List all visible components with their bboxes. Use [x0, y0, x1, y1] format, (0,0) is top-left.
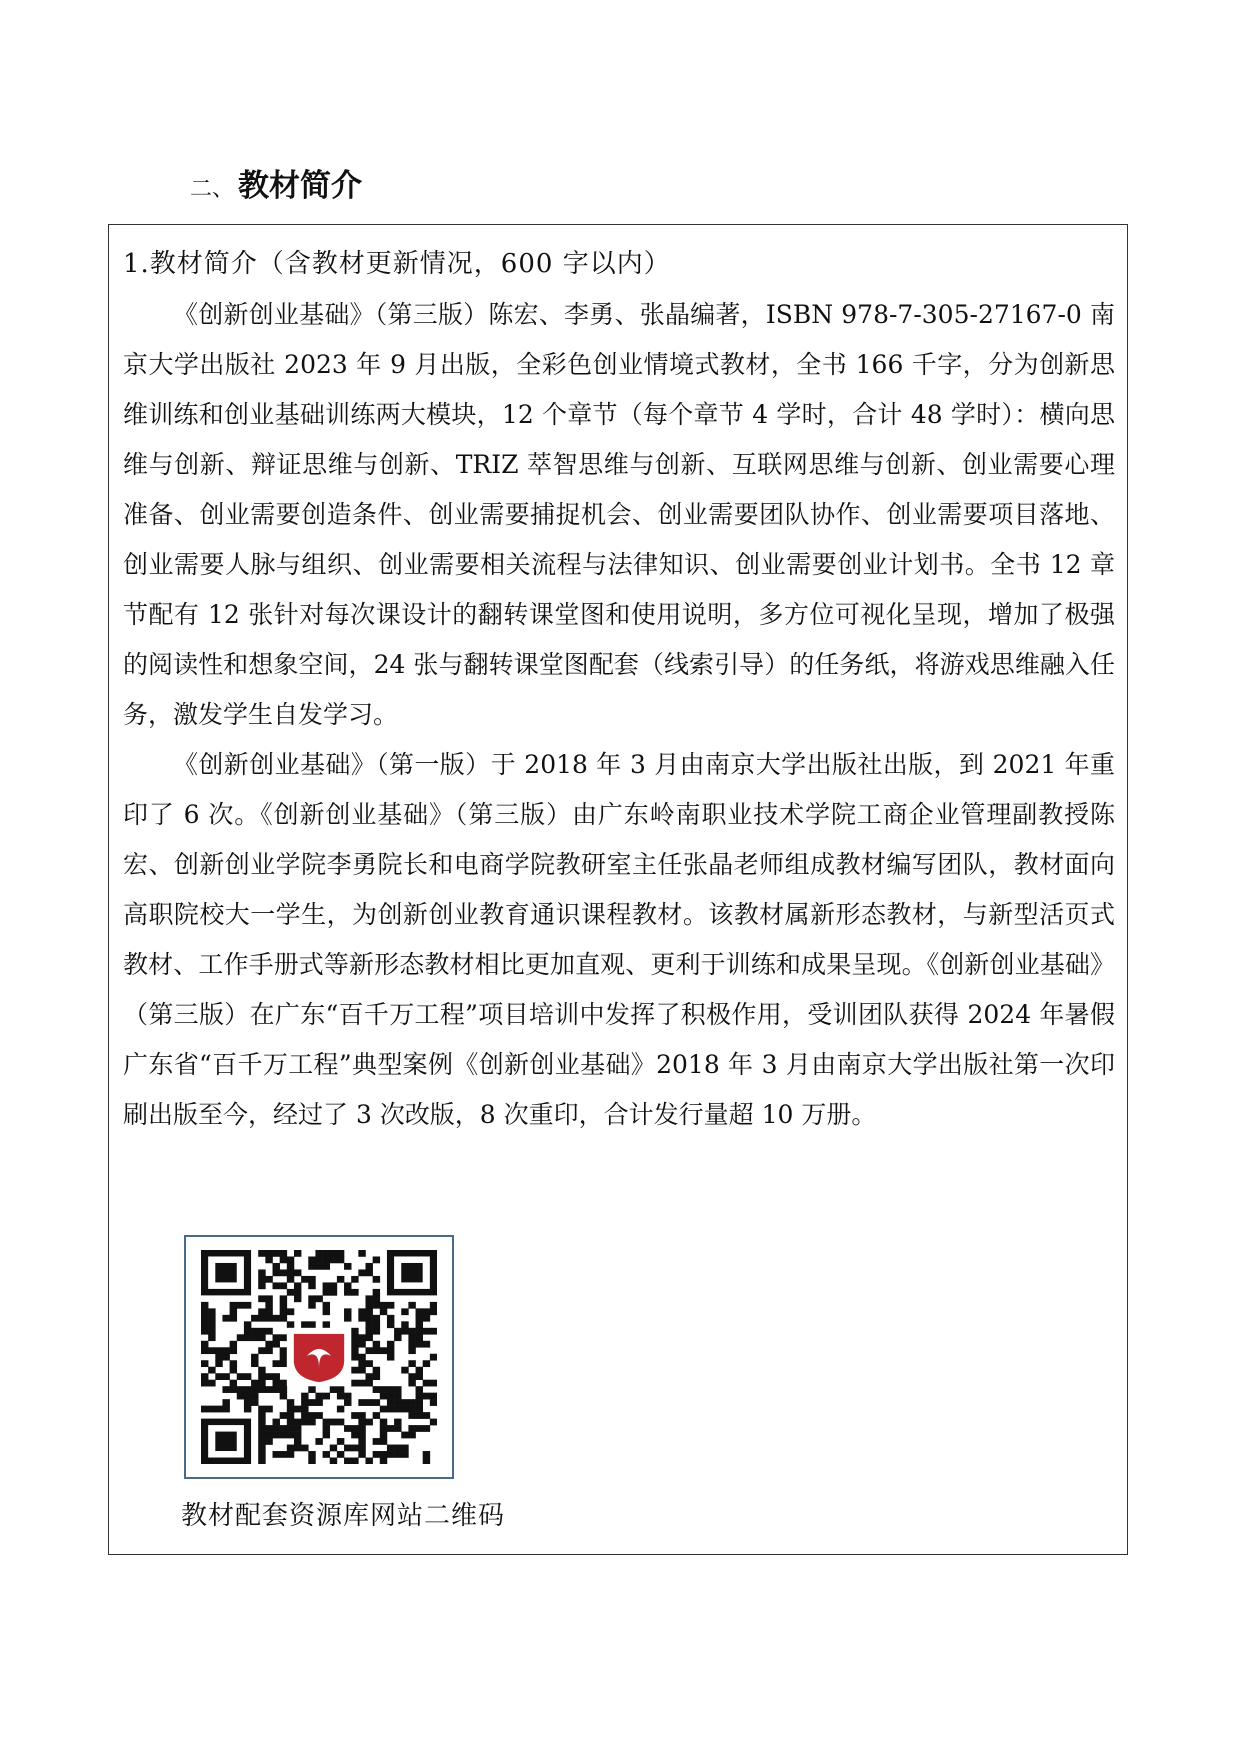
- section-number: 二、: [190, 177, 235, 202]
- body-text: [123, 290, 1115, 1140]
- paragraph-2: 《创新创业基础》（第一版）于 2018 年 3 月由南京大学出版社出版，到 2021 年重印了 6 次。《创新创业基础》（第三版）由广东岭南职业技术学院工商企业管理副教授陈宏、创新创业学院李勇院长和电商学院教研室主任张晶老师组成教材编写团队，教材面向高职院校大一学生，为创新创业教育通识课程教材。该教材属新形态教材，与新型活页式教材、工作手册式等新形态教材相比更加直观、更利于训练和成果呈现。《创新创业基础》（第三版）在广东“百千万工程”项目培训中发挥了积极作用，受训团队获得 2024 年暑假广东省“百千万工程”典型案例《创新创业基础》2018 年 3 月由南京大学出版社第一次印刷出版至今，经过了 3 次改版，8 次重印，合计发行量超 10 万册。: [123, 750, 1115, 1129]
- section-title: 教材简介: [238, 168, 363, 204]
- qr-code-icon: [201, 1250, 437, 1464]
- qr-code-frame: [184, 1235, 454, 1479]
- paragraph-1: 《创新创业基础》（第三版）陈宏、李勇、张晶编著，ISBN 978-7-305-27167-0 南京大学出版社 2023 年 9 月出版，全彩色创业情境式教材，全书 166 千字，分为创新思维训练和创业基础训练两大模块，12 个章节（每个章节 4 学时，合计 48 学时）：横向思维与创新、辩证思维与创新、TRIZ 萃智思维与创新、互联网思维与创新、创业需要心理准备、创业需要创造条件、创业需要捕捉机会、创业需要团队协作、创业需要项目落地、创业需要人脉与组织、创业需要相关流程与法律知识、创业需要创业计划书。全书 12 章节配有 12 张针对每次课设计的翻转课堂图和使用说明，多方位可视化呈现，增加了极强的阅读性和想象空间，24 张与翻转课堂图配套（线索引导）的任务纸，将游戏思维融入任务，激发学生自发学习。: [123, 300, 1115, 729]
- content-box: [108, 224, 1128, 1555]
- item-title: 1.教材简介（含教材更新情况，600 字以内）: [123, 249, 671, 279]
- section-heading: [190, 160, 362, 205]
- school-logo-icon: [294, 1334, 344, 1382]
- qr-caption: 教材配套资源库网站二维码: [181, 1501, 506, 1531]
